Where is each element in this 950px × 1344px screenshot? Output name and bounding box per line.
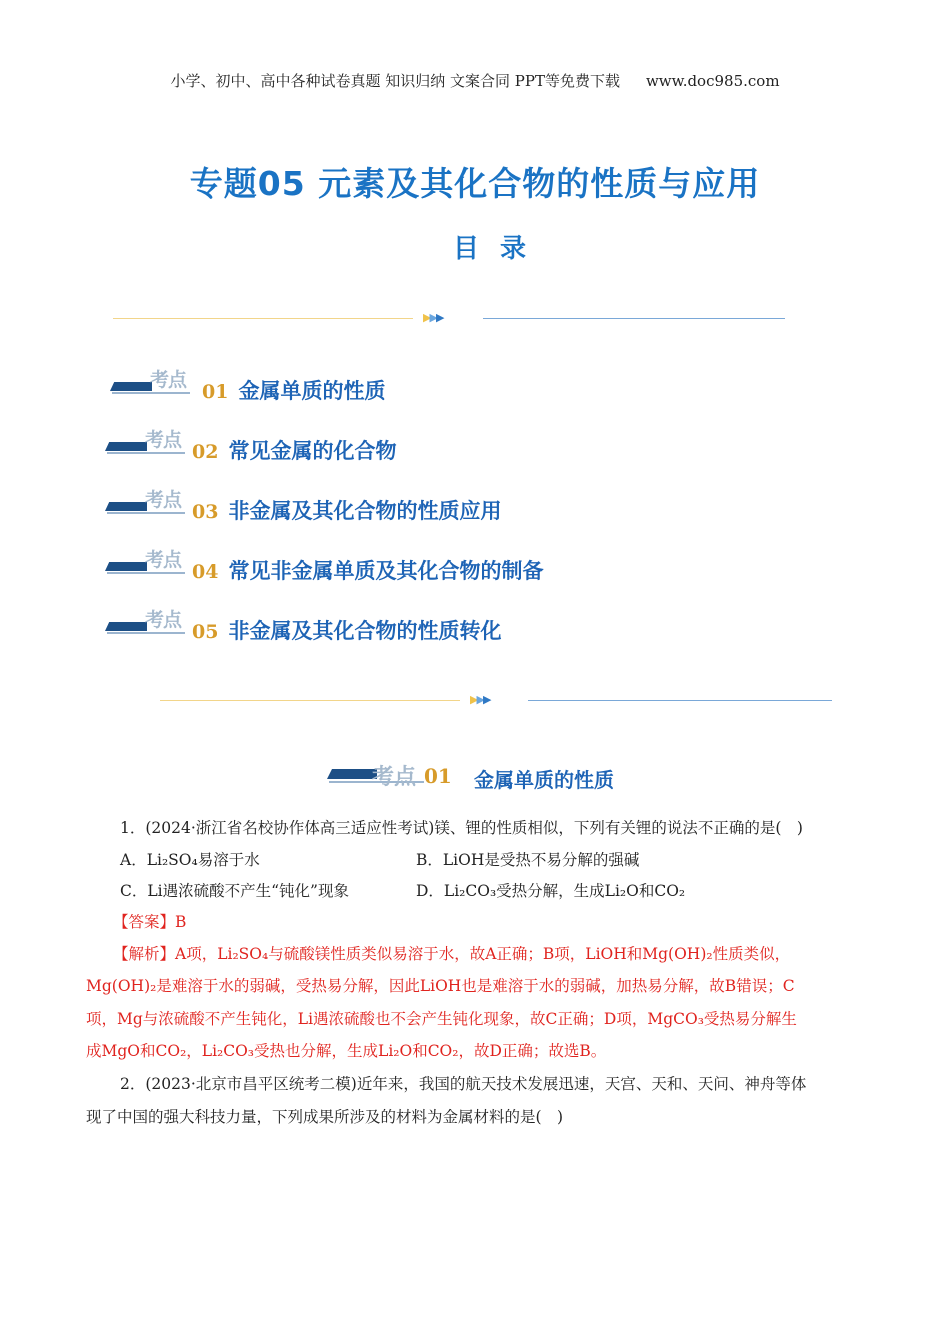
q2-line1: 2．(2023·北京市昌平区统考二模)近年来，我国的航天技术发展迅速，天宫、天和、天问、神舟等体	[120, 1075, 807, 1093]
page-header	[0, 70, 950, 91]
q1-stem: 1．(2024·浙江省名校协作体高三适应性考试)镁、锂的性质相似，下列有关锂的说法不正确的是( )	[120, 819, 803, 837]
toc-item-02[interactable]: 02 常见金属的化合物	[192, 439, 397, 463]
section-number: 01	[424, 764, 452, 788]
toc-title: 目 录	[452, 234, 533, 264]
header-text: 小学、初中、高中各种试卷真题 知识归纳 文案合同 PPT等免费下载	[170, 72, 620, 90]
q1-answer: 【答案】B	[113, 913, 187, 931]
divider-bottom: ▶▶▶	[160, 695, 832, 707]
q1-option-a: A．Li₂SO₄易溶于水	[120, 851, 260, 869]
q1-explanation-line4: 成MgO和CO₂，Li₂CO₃受热也分解，生成Li₂O和CO₂，故D正确；故选B。	[86, 1042, 607, 1060]
toc-badge-3: 考点	[105, 492, 187, 514]
q1-option-d: D．Li₂CO₃受热分解，生成Li₂O和CO₂	[416, 882, 686, 900]
section-badge: 考点	[372, 764, 417, 790]
header-site[interactable]: www.doc985.com	[645, 72, 780, 90]
section-name: 金属单质的性质	[474, 768, 614, 792]
q1-option-c: C．Li遇浓硫酸不产生“钝化”现象	[120, 882, 349, 900]
q1-explanation-line2: Mg(OH)₂是难溶于水的弱碱，受热易分解，因此LiOH也是难溶于水的弱碱，加热易分解，故B错误；C	[86, 977, 795, 995]
page-title: 专题05 元素及其化合物的性质与应用	[189, 164, 761, 203]
q1-explanation-line3: 项，Mg与浓硫酸不产生钝化，Li遇浓硫酸也不会产生钝化现象，故C正确；D项，MgCO₃受热易分解生	[86, 1010, 797, 1028]
toc-badge-2: 考点	[105, 432, 187, 454]
toc-badge-5: 考点	[105, 612, 187, 634]
toc-badge-1: 考点	[110, 372, 192, 394]
toc-item-03[interactable]: 03 非金属及其化合物的性质应用	[192, 499, 502, 523]
q1-option-b: B．LiOH是受热不易分解的强碱	[416, 851, 640, 869]
toc-item-04[interactable]: 04 常见非金属单质及其化合物的制备	[192, 559, 544, 583]
toc-badge-4: 考点	[105, 552, 187, 574]
toc-item-01[interactable]: 01 金属单质的性质	[202, 379, 386, 403]
divider-top: ▶▶▶	[113, 313, 785, 325]
q1-explanation-line1: 【解析】A项，Li₂SO₄与硫酸镁性质类似易溶于水，故A正确；B项，LiOH和Mg(OH)₂性质类似，	[113, 945, 791, 963]
q2-line2: 现了中国的强大科技力量，下列成果所涉及的材料为金属材料的是( )	[86, 1108, 564, 1126]
toc-item-05[interactable]: 05 非金属及其化合物的性质转化	[192, 619, 502, 643]
